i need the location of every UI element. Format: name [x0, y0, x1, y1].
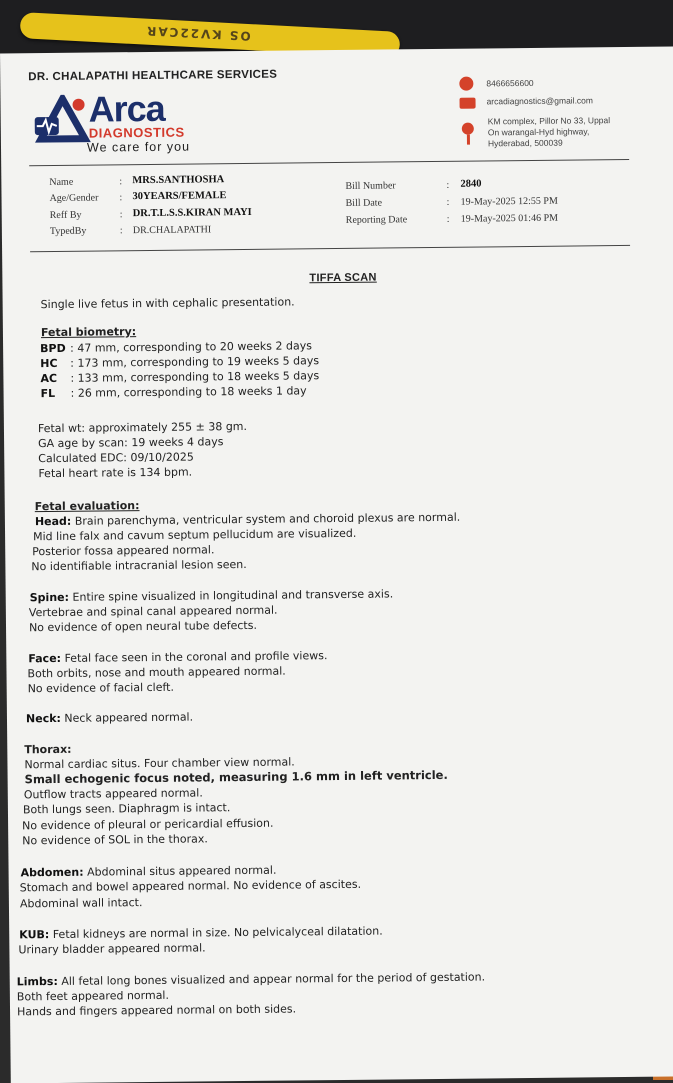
finding-text: Stomach and bowel appeared normal. No evidence of ascites. — [19, 877, 362, 895]
section-label: Neck: — [25, 711, 61, 726]
colon: : — [119, 209, 123, 221]
company-name: DR. CHALAPATHI HEALTHCARE SERVICES — [28, 68, 278, 84]
summary-line: Fetal wt: approximately 255 ± 38 gm. — [37, 419, 248, 436]
email-address: arcadiagnostics@gmail.com — [486, 95, 594, 107]
finding-text: Mid line falx and cavum septum pellucidum are visualized. — [33, 526, 357, 544]
mail-icon — [460, 98, 476, 109]
report-page — [0, 46, 673, 1083]
reporting-date: 19-May-2025 01:46 PM — [460, 212, 559, 225]
biometry-row: FL : 26 mm, corresponding to 18 weeks 1 day — [40, 384, 307, 401]
section-label: Thorax: — [24, 742, 72, 757]
arca-logo-icon — [32, 95, 91, 146]
report-title: TIFFA SCAN — [309, 271, 377, 285]
finding-text: Posterior fossa appeared normal. — [32, 543, 215, 559]
bill-date-label: Bill Date — [345, 197, 383, 209]
finding-text: Both lungs seen. Diaphragm is intact. — [22, 801, 231, 817]
address-block — [488, 115, 638, 150]
biometry-key: BPD — [40, 341, 66, 356]
biometry-row: AC : 133 mm, corresponding to 18 weeks 5 days — [40, 369, 320, 386]
summary-line: Calculated EDC: 09/10/2025 — [38, 450, 194, 466]
finding-text: Hands and fingers appeared normal on both sides. — [16, 1002, 297, 1019]
evaluation-heading: Fetal evaluation: — [34, 499, 140, 514]
colon: : — [119, 192, 123, 204]
finding-text: Fetal face seen in the coronal and profile views. — [64, 649, 328, 665]
finding-highlight: Small echogenic focus noted, measuring 1.6 mm in left ventricle. — [24, 767, 448, 787]
finding-text: Urinary bladder appeared normal. — [18, 941, 206, 957]
finding-text: No evidence of SOL in the thorax. — [22, 832, 208, 848]
typed-by-label: TypedBy — [49, 225, 87, 238]
section-label: Head: — [34, 514, 72, 529]
colon: : — [446, 213, 450, 225]
reff-label: Reff By — [49, 209, 82, 222]
typed-by: DR.CHALAPATHI — [132, 224, 212, 237]
finding-text: Neck appeared normal. — [64, 710, 194, 725]
summary-line: GA age by scan: 19 weeks 4 days — [38, 435, 224, 451]
address-line: KM complex, Pillor No 33, Uppal — [487, 115, 611, 127]
location-pin-icon — [462, 123, 474, 135]
biometry-value: 133 mm, corresponding to 18 weeks 5 days — [77, 369, 320, 385]
colon: : — [446, 179, 450, 191]
finding-text: No identifiable intracranial lesion seen. — [31, 557, 247, 574]
referring-doctor: DR.T.L.S.S.KIRAN MAYI — [132, 206, 252, 220]
finding-text: Vertebrae and spinal canal appeared normal. — [28, 603, 278, 620]
finding-text: Both orbits, nose and mouth appeared normal. — [27, 664, 286, 681]
finding-text: Abdominal situs appeared normal. — [87, 863, 277, 879]
finding-text: Entire spine visualized in longitudinal and transverse axis. — [72, 587, 394, 604]
neck-section — [26, 710, 193, 727]
finding-text: Brain parenchyma, ventricular system and choroid plexus are normal. — [74, 510, 461, 528]
section-label: Limbs: — [16, 974, 58, 989]
biometry-value: 26 mm, corresponding to 18 weeks 1 day — [77, 384, 307, 400]
patient-age-gender: 30YEARS/FEMALE — [132, 190, 227, 203]
finding-text: No evidence of pleural or pericardial effusion. — [22, 816, 274, 833]
biometry-key: AC — [40, 371, 58, 386]
colon: : — [446, 196, 450, 208]
limbs-section — [17, 969, 486, 989]
finding-text: Outflow tracts appeared normal. — [23, 786, 203, 802]
phone-icon — [459, 77, 473, 91]
brand-subtitle: DIAGNOSTICS — [88, 124, 185, 141]
location-pin-stem — [467, 135, 470, 145]
brand-name: Arca — [88, 87, 165, 130]
bill-number: 2840 — [460, 178, 482, 190]
section-label: Spine: — [29, 590, 70, 605]
intro-text: Single live fetus in with cephalic presentation. — [40, 295, 295, 312]
name-label: Name — [49, 176, 74, 189]
finding-text: No evidence of facial cleft. — [27, 680, 175, 696]
pen-label: OS KV22CAR — [144, 23, 252, 44]
reporting-date-label: Reporting Date — [345, 214, 408, 226]
section-label: KUB: — [19, 928, 50, 942]
header-divider — [29, 159, 629, 166]
bill-number-label: Bill Number — [345, 180, 396, 192]
biometry-value: 47 mm, corresponding to 20 weeks 2 days — [77, 339, 312, 355]
section-label: Face: — [28, 651, 62, 666]
address-line: Hyderabad, 500039 — [487, 137, 563, 149]
colon: : — [119, 176, 123, 188]
biometry-row: BPD : 47 mm, corresponding to 20 weeks 2 days — [40, 339, 312, 356]
finding-text: Normal cardiac situs. Four chamber view normal. — [24, 755, 295, 772]
finding-text: All fetal long bones visualized and appear normal for the period of gestation. — [61, 970, 486, 988]
summary-line: Fetal heart rate is 134 bpm. — [38, 465, 193, 481]
finding-text: Abdominal wall intact. — [19, 896, 143, 911]
address-line: On warangal-Hyd highway, — [487, 126, 590, 138]
biometry-value: 173 mm, corresponding to 19 weeks 5 days — [77, 354, 320, 370]
finding-text: Both feet appeared normal. — [16, 988, 170, 1004]
biometry-key: FL — [40, 386, 56, 401]
info-divider — [30, 245, 630, 252]
phone-number: 8466656600 — [486, 77, 534, 89]
patient-name: MRS.SANTHOSHA — [132, 174, 225, 187]
age-gender-label: Age/Gender — [49, 192, 99, 205]
finding-text: Fetal kidneys are normal in size. No pelvicalyceal dilatation. — [52, 924, 383, 942]
brand-tagline: We care for you — [86, 139, 191, 155]
colon: : — [119, 225, 123, 237]
section-label: Abdomen: — [20, 865, 84, 880]
bill-date: 19-May-2025 12:55 PM — [460, 195, 558, 208]
biometry-heading: Fetal biometry: — [40, 325, 137, 340]
finding-text: No evidence of open neural tube defects. — [28, 618, 257, 635]
biometry-key: HC — [40, 356, 58, 371]
biometry-row: HC : 173 mm, corresponding to 19 weeks 5 days — [40, 354, 320, 371]
